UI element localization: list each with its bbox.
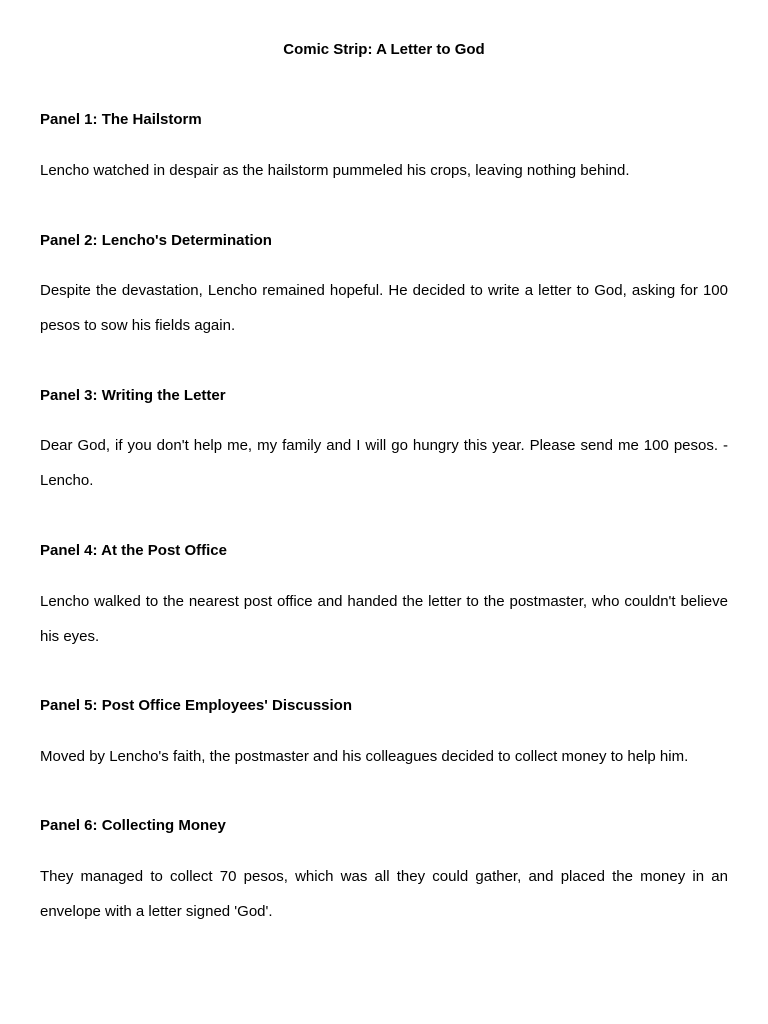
panel-5-heading: Panel 5: Post Office Employees' Discussion [40, 697, 353, 714]
panel-4-heading: Panel 4: At the Post Office [40, 542, 227, 559]
panel-5-text: Moved by Lencho's faith, the postmaster and his colleagues decided to collect money to help him. [40, 748, 689, 765]
panel-4-text: Lencho walked to the nearest post office and handed the letter to the postmaster, who couldn't believe his eyes. [40, 593, 728, 645]
panel-3-heading: Panel 3: Writing the Letter [40, 387, 226, 404]
panel-6-heading: Panel 6: Collecting Money [40, 817, 226, 834]
panel-6-text: They managed to collect 70 pesos, which was all they could gather, and placed the money in an envelope with a letter signed 'God'. [40, 868, 728, 920]
panel-3-text: Dear God, if you don't help me, my family and I will go hungry this year. Please send me 100 pesos. - Lencho. [40, 437, 728, 489]
panel-2-text: Despite the devastation, Lencho remained hopeful. He decided to write a letter to God, asking for 100 pesos to sow his fields again. [40, 282, 728, 334]
panel-1-text: Lencho watched in despair as the hailstorm pummeled his crops, leaving nothing behind. [40, 162, 630, 179]
panel-2-heading: Panel 2: Lencho's Determination [40, 232, 272, 249]
panel-1-heading: Panel 1: The Hailstorm [40, 111, 202, 128]
document-title: Comic Strip: A Letter to God [283, 41, 485, 58]
